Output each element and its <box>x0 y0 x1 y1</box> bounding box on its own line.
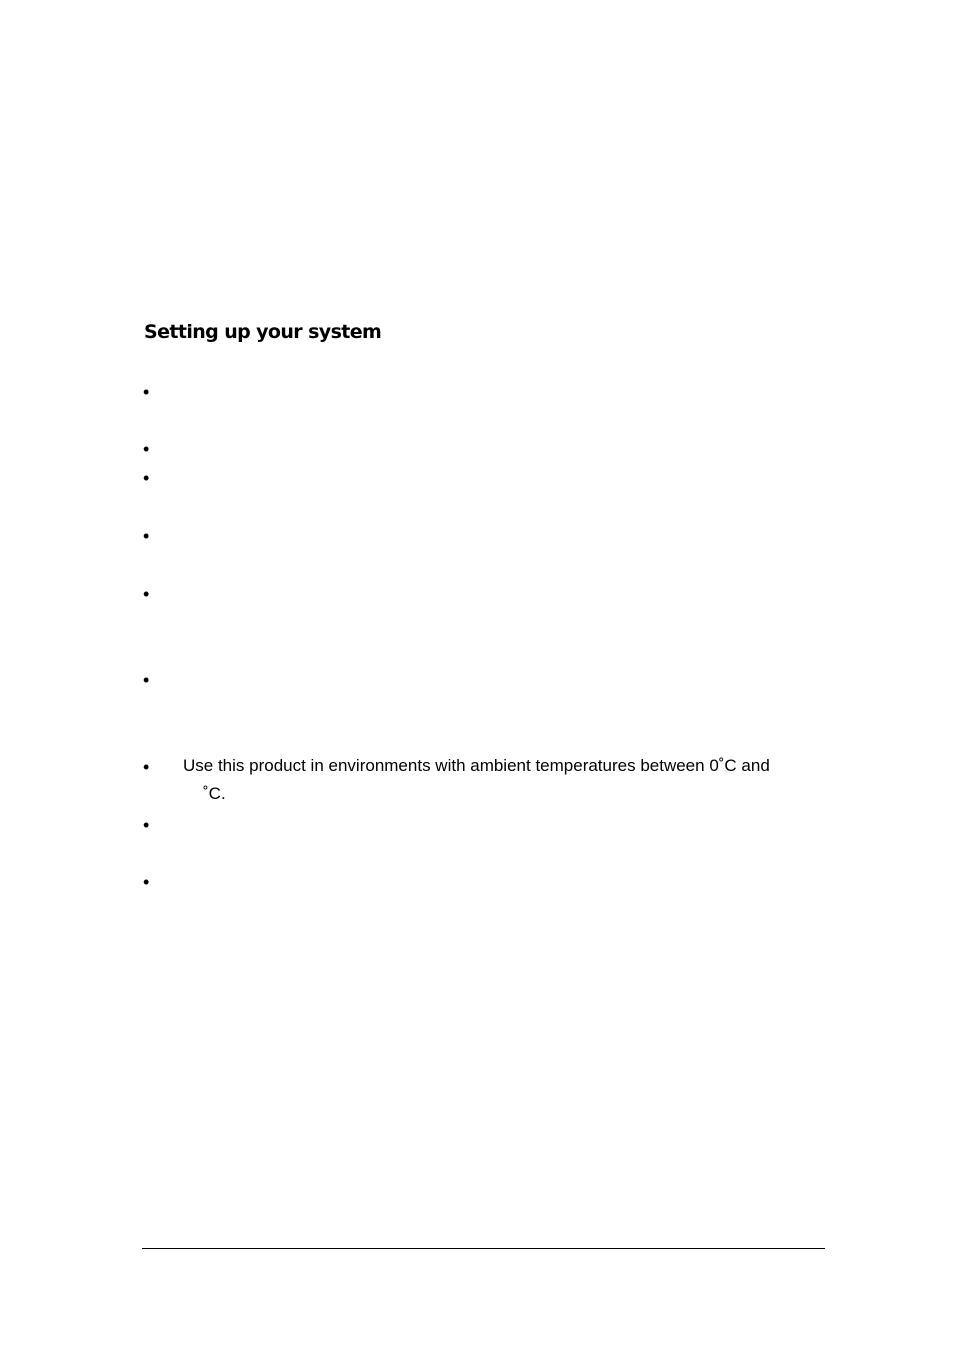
list-bullet: • <box>143 584 150 604</box>
list-bullet: • <box>143 670 150 690</box>
list-bullet: • <box>143 815 150 835</box>
list-item-line: Use this product in environments with ambient temperatures between 0˚C and <box>183 756 770 775</box>
list-bullet: • <box>143 439 150 459</box>
temperature-list-item <box>183 752 770 808</box>
list-bullet: • <box>143 757 150 777</box>
list-bullet: • <box>143 526 150 546</box>
section-heading: Setting up your system <box>144 321 382 343</box>
list-bullet: • <box>143 382 150 402</box>
list-bullet: • <box>143 872 150 892</box>
list-bullet: • <box>143 468 150 488</box>
footer-divider <box>142 1248 825 1249</box>
list-item-line: ˚C. <box>203 784 226 803</box>
